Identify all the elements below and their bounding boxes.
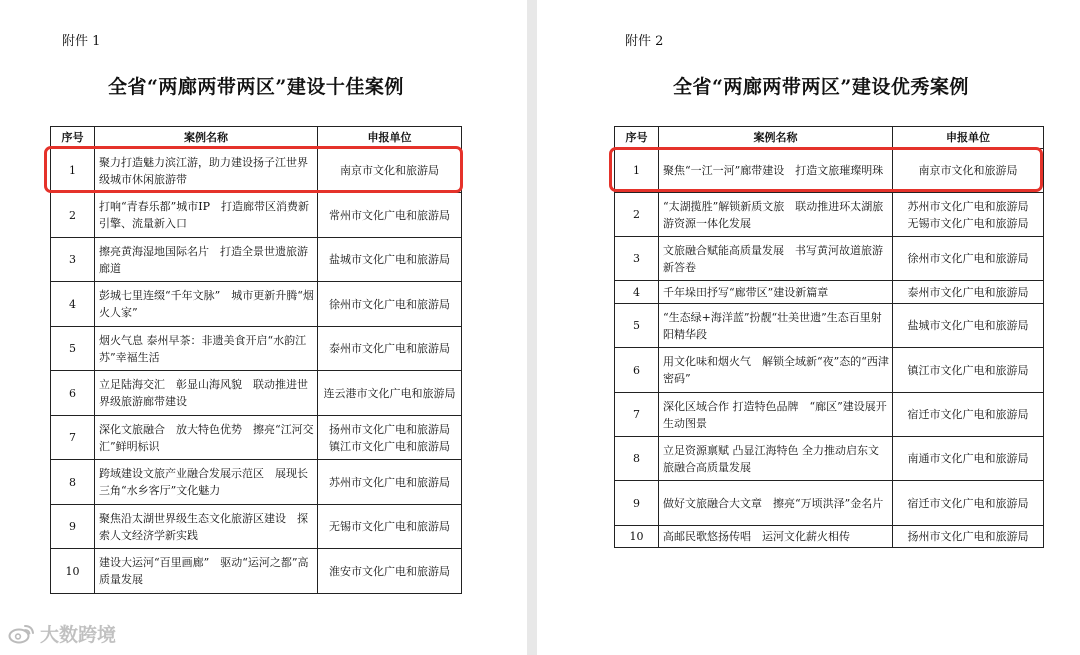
- header-case-name: 案例名称: [659, 127, 893, 149]
- table-row: [615, 526, 1044, 548]
- table-row: [51, 193, 462, 238]
- row-number: 6: [51, 371, 95, 416]
- cases-table: [50, 126, 462, 594]
- case-name: 深化文旅融合 放大特色优势 擦亮“江河交汇”鲜明标识: [95, 416, 318, 460]
- case-name: 建设大运河“百里画廊” 驱动“运河之都”高质量发展: [95, 549, 318, 594]
- reporting-unit: [318, 416, 462, 460]
- watermark-text: 大数跨境: [40, 624, 117, 646]
- row-number: 2: [51, 193, 95, 238]
- reporting-unit: 苏州市文化广电和旅游局: [318, 460, 462, 505]
- row-number: 10: [615, 526, 659, 548]
- table-row: [615, 393, 1044, 437]
- header-number: 序号: [615, 127, 659, 149]
- case-name: 用文化味和烟火气 解锁全域新“夜”态的“西津密码”: [659, 348, 893, 393]
- case-name: 聚焦沿太湖世界级生态文化旅游区建设 探索人文经济学新实践: [95, 505, 318, 549]
- table-row: [51, 460, 462, 505]
- table-row: [615, 281, 1044, 304]
- table-row: [51, 549, 462, 594]
- row-number: 8: [615, 437, 659, 481]
- document-page-annex-2: [537, 0, 1080, 655]
- reporting-unit: 淮安市文化广电和旅游局: [318, 549, 462, 594]
- header-unit: 申报单位: [893, 127, 1044, 149]
- case-name: 擦亮黄海湿地国际名片 打造全景世遗旅游廊道: [95, 238, 318, 282]
- highlight-box: [609, 147, 1043, 192]
- case-name: 跨域建设文旅产业融合发展示范区 展现长三角“水乡客厅”文化魅力: [95, 460, 318, 505]
- reporting-unit: 泰州市文化广电和旅游局: [893, 281, 1044, 304]
- row-number: 4: [51, 282, 95, 327]
- case-name: 立足资源禀赋 凸显江海特色 全力推动启东文旅融合高质量发展: [659, 437, 893, 481]
- reporting-unit: 南通市文化广电和旅游局: [893, 437, 1044, 481]
- reporting-unit: 南京市文化和旅游局: [318, 149, 462, 193]
- case-name: 高邮民歌悠扬传唱 运河文化薪火相传: [659, 526, 893, 548]
- row-number: 10: [51, 549, 95, 594]
- highlight-box: [44, 146, 463, 193]
- reporting-unit: 泰州市文化广电和旅游局: [318, 327, 462, 371]
- annex-label: 附件 2: [625, 34, 664, 49]
- row-number: 9: [51, 505, 95, 549]
- reporting-unit: 扬州市文化广电和旅游局: [893, 526, 1044, 548]
- watermark: [8, 620, 116, 647]
- unit-line: 苏州市文化广电和旅游局: [907, 199, 1029, 213]
- document-title: 全省“两廊两带两区”建设十佳案例: [108, 76, 404, 98]
- reporting-unit: 常州市文化广电和旅游局: [318, 193, 462, 238]
- document-page-annex-1: [0, 0, 527, 655]
- reporting-unit: 宿迁市文化广电和旅游局: [893, 393, 1044, 437]
- reporting-unit: 无锡市文化广电和旅游局: [318, 505, 462, 549]
- case-name: 千年垛田抒写“廊带区”建设新篇章: [659, 281, 893, 304]
- header-case-name: 案例名称: [95, 127, 318, 149]
- unit-line: 扬州市文化广电和旅游局: [329, 422, 450, 436]
- table-row: [615, 237, 1044, 281]
- case-name: 打响“青春乐都”城市IP 打造廊带区消费新引擎、流量新入口: [95, 193, 318, 238]
- table-row: [615, 348, 1044, 393]
- reporting-unit: 盐城市文化广电和旅游局: [318, 238, 462, 282]
- row-number: 3: [51, 238, 95, 282]
- case-name: 立足陆海交汇 彰显山海风貌 联动推进世界级旅游廊带建设: [95, 371, 318, 416]
- row-number: 7: [51, 416, 95, 460]
- case-name: 深化区域合作 打造特色品牌 “廊区”建设展开生动图景: [659, 393, 893, 437]
- weibo-logo-icon: [8, 623, 36, 645]
- table-row: [51, 327, 462, 371]
- table-row: [51, 238, 462, 282]
- row-number: 5: [51, 327, 95, 371]
- reporting-unit: [893, 193, 1044, 237]
- row-number: 6: [615, 348, 659, 393]
- case-name: 彭城七里连缀“千年文脉” 城市更新升腾“烟火人家”: [95, 282, 318, 327]
- table-row: [51, 371, 462, 416]
- table-row: [51, 505, 462, 549]
- table-header-row: [615, 127, 1044, 149]
- row-number: 2: [615, 193, 659, 237]
- row-number: 9: [615, 481, 659, 526]
- reporting-unit: 宿迁市文化广电和旅游局: [893, 481, 1044, 526]
- table-row: [51, 282, 462, 327]
- row-number: 8: [51, 460, 95, 505]
- row-number: 5: [615, 304, 659, 348]
- table-row: [615, 481, 1044, 526]
- case-name: 聚焦“一江一河”廊带建设 打造文旅璀璨明珠: [659, 149, 893, 193]
- case-name: “生态绿+海洋蓝”扮靓“壮美世遗”生态百里射阳精华段: [659, 304, 893, 348]
- row-number: 3: [615, 237, 659, 281]
- reporting-unit: 镇江市文化广电和旅游局: [893, 348, 1044, 393]
- unit-line: 无锡市文化广电和旅游局: [907, 216, 1029, 230]
- annex-label: 附件 1: [62, 34, 101, 49]
- table-row: [51, 416, 462, 460]
- case-name: 聚力打造魅力滨江游，助力建设扬子江世界级城市休闲旅游带: [95, 149, 318, 193]
- unit-line: 镇江市文化广电和旅游局: [329, 439, 450, 453]
- table-row: [615, 437, 1044, 481]
- reporting-unit: 徐州市文化广电和旅游局: [893, 237, 1044, 281]
- row-number: 1: [615, 149, 659, 193]
- reporting-unit: 徐州市文化广电和旅游局: [318, 282, 462, 327]
- case-name: 烟火气息 泰州早茶：非遗美食开启“水韵江苏”幸福生活: [95, 327, 318, 371]
- case-name: “太湖揽胜”解锁新质文旅 联动推进环太湖旅游资源一体化发展: [659, 193, 893, 237]
- document-title: 全省“两廊两带两区”建设优秀案例: [673, 76, 969, 98]
- case-name: 文旅融合赋能高质量发展 书写黄河故道旅游新答卷: [659, 237, 893, 281]
- reporting-unit: 连云港市文化广电和旅游局: [318, 371, 462, 416]
- case-name: 做好文旅融合大文章 擦亮“万顷洪泽”金名片: [659, 481, 893, 526]
- reporting-unit: 南京市文化和旅游局: [893, 149, 1044, 193]
- reporting-unit: 盐城市文化广电和旅游局: [893, 304, 1044, 348]
- table-row: [615, 193, 1044, 237]
- table-row: [615, 304, 1044, 348]
- header-number: 序号: [51, 127, 95, 149]
- header-unit: 申报单位: [318, 127, 462, 149]
- row-number: 1: [51, 149, 95, 193]
- row-number: 7: [615, 393, 659, 437]
- row-number: 4: [615, 281, 659, 304]
